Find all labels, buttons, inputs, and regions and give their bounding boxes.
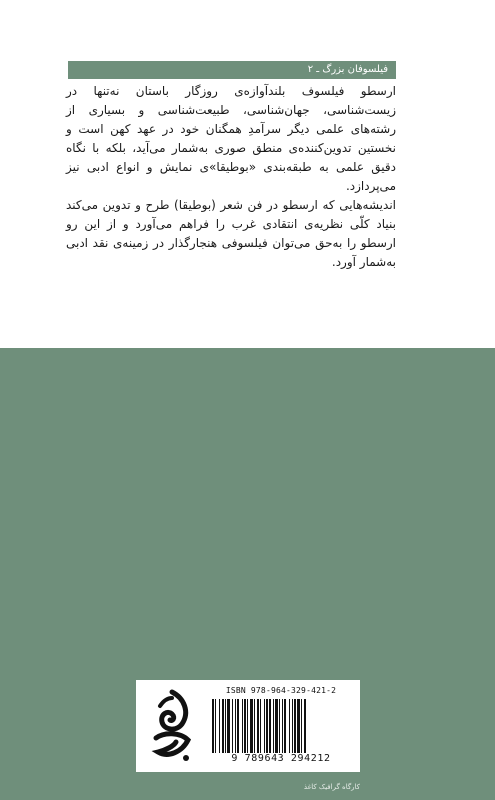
barcode-bars xyxy=(210,699,352,753)
series-title-bar xyxy=(68,61,396,79)
barcode-bar xyxy=(304,699,306,753)
barcode-bar xyxy=(219,699,220,753)
barcode-bar xyxy=(269,699,271,753)
barcode-bar xyxy=(294,699,296,753)
series-title: فیلسوفان بزرگ ـ ۲ xyxy=(307,64,388,75)
barcode-bar xyxy=(235,699,236,753)
barcode-bar xyxy=(212,699,214,753)
barcode-bar xyxy=(227,699,230,753)
barcode-bar xyxy=(260,699,261,753)
barcode-bar xyxy=(301,699,302,753)
barcode-bar xyxy=(273,699,274,753)
blurb-paragraph-2: اندیشه‌هایی که ارسطو در فن شعر (بوطیقا) طرح و تدوین می‌کند بنیاد کلّی نظریه‌ی انتقادی غرب را فراهم می‌آورد و از این رو ارسطو را به‌حق می‌توان فیلسوفی هنجارگذار در زمینه‌ی نقد ادبی به‌شمار آورد. xyxy=(66,198,396,269)
isbn-label: ISBN 978-964-329-421-2 xyxy=(225,686,337,695)
barcode-bar xyxy=(254,699,255,753)
barcode-bar xyxy=(257,699,259,753)
barcode-bar xyxy=(289,699,290,753)
barcode-bar xyxy=(279,699,280,753)
barcode-box xyxy=(136,680,360,772)
isbn-barcode xyxy=(206,686,356,768)
design-credit: کارگاه گرافیک کاغذ xyxy=(303,783,360,791)
barcode-bar xyxy=(242,699,243,753)
barcode-bar xyxy=(282,699,283,753)
barcode-bar xyxy=(237,699,239,753)
barcode-bar xyxy=(244,699,246,753)
barcode-bar xyxy=(284,699,286,753)
barcode-bar xyxy=(264,699,265,753)
barcode-bar xyxy=(232,699,233,753)
barcode-bar xyxy=(297,699,300,753)
barcode-bar xyxy=(222,699,224,753)
barcode-bar xyxy=(247,699,248,753)
barcode-bar xyxy=(250,699,253,753)
barcode-bar xyxy=(275,699,278,753)
barcode-bar xyxy=(266,699,268,753)
publisher-logo-icon xyxy=(142,686,202,766)
back-cover-blurb xyxy=(66,82,396,272)
blurb-paragraph-1: ارسطو فیلسوف بلندآوازه‌ی روزگار باستان نه‌تنها در زیست‌شناسی، جهان‌شناسی، طبیعت‌شناسی و بسیاری از رشته‌های علمی دیگر سرآمدِ همگنان خود در عهد کهن است و نخستین تدوین‌کننده‌ی منطق صوری به‌شمار می‌آید، بلکه با نگاه دقیق علمی به طبقه‌بندی «بوطیقا»ی نمایش و انواع ادبی نیز می‌پردازد. xyxy=(66,84,396,193)
barcode-bar xyxy=(292,699,293,753)
isbn-barcode-digits: 9 789643 294212 xyxy=(231,753,331,764)
barcode-bar xyxy=(225,699,226,753)
barcode-bar xyxy=(215,699,216,753)
